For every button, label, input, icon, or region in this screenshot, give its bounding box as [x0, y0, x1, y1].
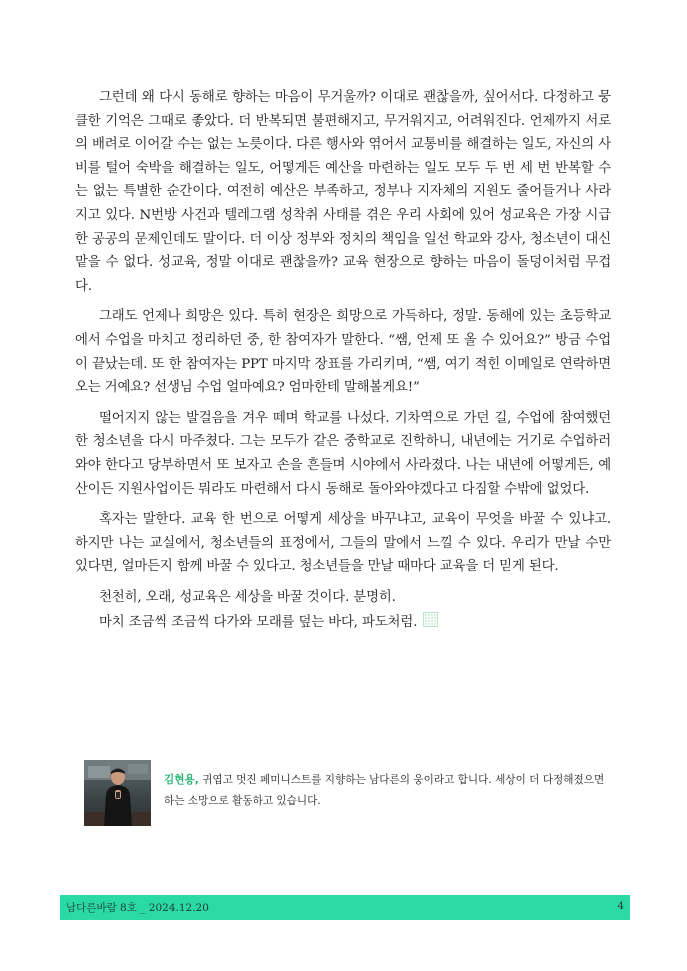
article-body	[75, 86, 611, 642]
author-box	[84, 760, 614, 826]
page-number: 4	[617, 900, 624, 912]
author-bio-text: 귀엽고 멋진 페미니스트를 지향하는 남다른의 웅이라고 합니다. 세상이 더 다정해졌으면 하는 소망으로 활동하고 있습니다.	[164, 774, 605, 807]
footer-bar	[60, 895, 630, 920]
presenter-figure-icon	[84, 760, 151, 826]
author-name: 김현용,	[164, 774, 199, 786]
paragraph: 그런데 왜 다시 동해로 향하는 마음이 무거울까? 이대로 괜찮을까, 싶어서다. 다정하고 뭉클한 기억은 그때로 좋았다. 더 반복되면 불편해지고, 무거워지고, 어려워진다. 언제까지 서로의 배려로 이어갈 수는 없는 노릇이다. 다른 행사와 엮어서 교통비를 해결하는 일도, 자신의 사비를 털어 숙박을 해결하는 일도, 어떻게든 예산을 마련하는 일도 모두 두 번 세 번 반복할 수는 없는 특별한 순간이다. 여전히 예산은 부족하고, 정부나 지자체의 지원도 줄어들거나 사라지고 있다. N번방 사건과 텔레그램 성착취 사태를 겪은 우리 사회에 있어 성교육은 가장 시급한 공공의 문제인데도 말이다. 더 이상 정부와 정치의 책임을 일선 학교와 강사, 청소년이 대신 맡을 수 없다. 성교육, 정말 이대로 괜찮을까? 교육 현장으로 향하는 마음이 돌덩이처럼 무겁다.	[75, 90, 611, 294]
paragraph: 떨어지지 않는 발걸음을 겨우 떼며 학교를 나섰다. 기차역으로 가던 길, 수업에 참여했던 한 청소년을 다시 마주쳤다. 그는 모두가 같은 중학교로 진학하니, 내년에는 거기로 수업하러 와야 한다고 당부하면서 또 보자고 손을 흔들며 시야에서 사라졌다. 나는 내년에 어떻게든, 예산이든 지원사업이든 뭐라도 마련해서 다시 동해로 돌아와야겠다고 다짐할 수밖에 없었다.	[75, 410, 611, 497]
closing-paragraph	[75, 611, 611, 635]
paragraph-text: 마치 조금씩 조금씩 다가와 모래를 덮는 바다, 파도처럼.	[99, 615, 418, 631]
paragraph: 천천히, 오래, 성교육은 세상을 바꿀 것이다. 분명히.	[99, 589, 396, 605]
author-photo	[84, 760, 151, 826]
author-bio	[164, 770, 614, 812]
paragraph: 그래도 언제나 희망은 있다. 특히 현장은 희망으로 가득하다, 정말. 동해에 있는 초등학교에서 수업을 마치고 정리하던 중, 한 참여자가 말한다. “쌤, 언제 또 올 수 있어요?” 방금 수업이 끝났는데. 또 한 참여자는 PPT 마지막 장표를 가리키며, “쌤, 여기 적힌 이메일로 연락하면 오는 거예요? 선생님 수업 얼마예요? 엄마한테 말해볼게요!”	[75, 309, 611, 396]
paragraph: 혹자는 말한다. 교육 한 번으로 어떻게 세상을 바꾸냐고, 교육이 무엇을 바꿀 수 있냐고. 하지만 나는 교실에서, 청소년들의 표정에서, 그들의 말에서 느낄 수 있다. 우리가 만날 수만 있다면, 얼마든지 함께 바꿀 수 있다고. 청소년들을 만날 때마다 교육을 더 믿게 된다.	[75, 512, 611, 575]
end-mark-icon	[423, 612, 438, 627]
footer-publication: 남다른바람 8호 _ 2024.12.20	[66, 902, 209, 914]
